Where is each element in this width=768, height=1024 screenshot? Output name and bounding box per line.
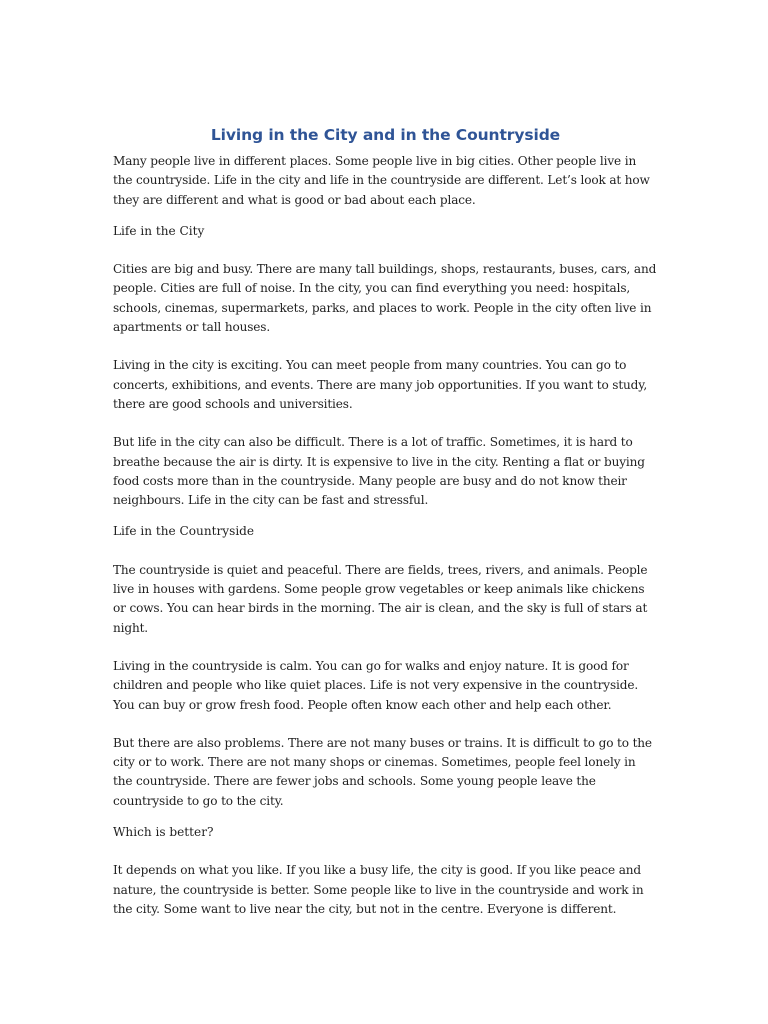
document-page [113, 124, 658, 919]
section-heading-city: Life in the City [113, 223, 205, 238]
city-paragraph-3: But life in the city can also be difficult. There is a lot of traffic. Sometimes, it is hard to breathe because the air is dirty. It is expensive to live in the city. Renting a flat or buying food costs more than in the countryside. Many people are busy and do not know their neighbours. Life in the city can be fast and stressful. [113, 435, 645, 508]
countryside-paragraph-2: Living in the countryside is calm. You can go for walks and enjoy nature. It is good for children and people who like quiet places. Life is not very expensive in the countryside. You can buy or grow fresh food. People often know each other and help each other. [113, 658, 639, 712]
intro-paragraph: Many people live in different places. Some people live in big cities. Other people live in the countryside. Life in the city and life in the countryside are different. Let’s look at how they are different and what is good or bad about each place. [113, 154, 650, 207]
countryside-paragraph-1: The countryside is quiet and peaceful. There are fields, trees, rivers, and animals. People live in houses with gardens. Some people grow vegetables or keep animals like chickens or cows. You can hear birds in the morning. The air is clean, and the sky is full of stars at night. [113, 562, 648, 635]
which-better-paragraph: It depends on what you like. If you like a busy life, the city is good. If you like peace and nature, the countryside is better. Some people like to live in the countryside and work in the city. Some want to live near the city, but not in the centre. Everyone is different. [113, 863, 644, 916]
countryside-paragraph-3: But there are also problems. There are not many buses or trains. It is difficult to go to the city or to work. There are not many shops or cinemas. Sometimes, people feel lonely in the countryside. There are fewer jobs and schools. Some young people leave the countryside to go to the city. [113, 735, 652, 808]
city-paragraph-2: Living in the city is exciting. You can meet people from many countries. You can go to concerts, exhibitions, and events. There are many job opportunities. If you want to study, there are good schools and universities. [113, 358, 648, 411]
document-title: Living in the City and in the Countryside [210, 126, 561, 144]
section-heading-countryside: Life in the Countryside [113, 524, 255, 539]
city-paragraph-1: Cities are big and busy. There are many tall buildings, shops, restaurants, buses, cars, and people. Cities are full of noise. In the city, you can find everything you need: hospitals, schools, cinemas, supermarkets, parks, and places to work. People in the city often live in apartments or tall houses. [113, 262, 657, 335]
section-heading-which-better: Which is better? [113, 825, 214, 840]
